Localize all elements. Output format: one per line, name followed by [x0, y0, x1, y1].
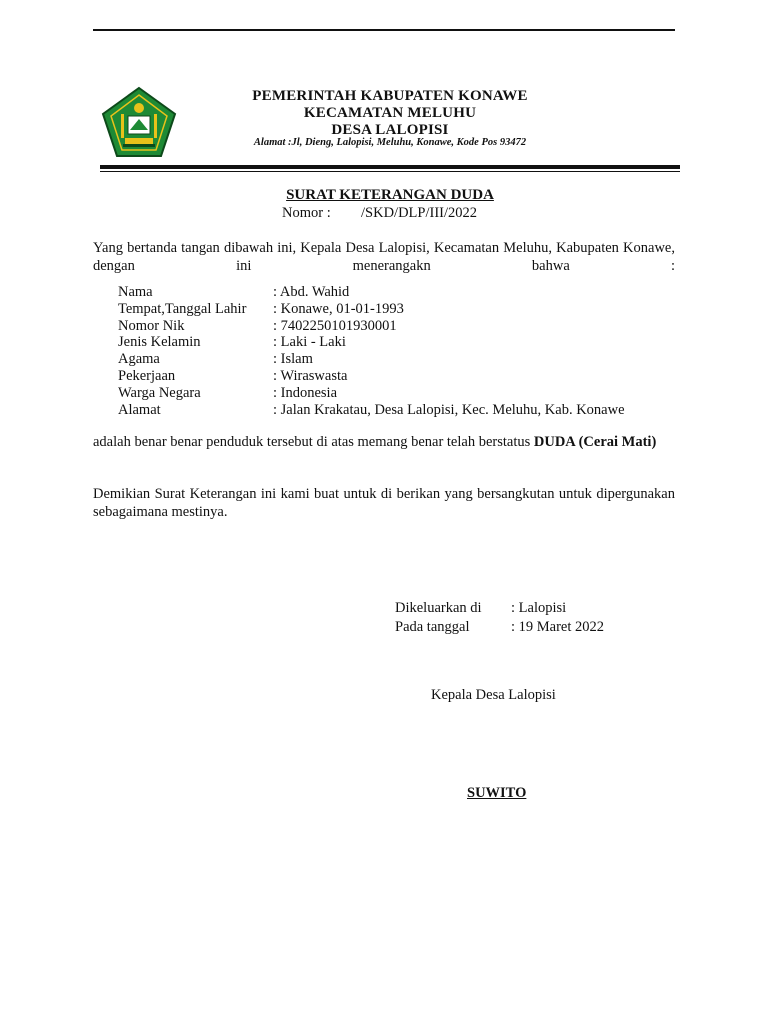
- issue-value: : Lalopisi: [511, 600, 567, 616]
- detail-label: Jenis Kelamin: [118, 334, 201, 351]
- detail-row-nationality: [118, 385, 625, 402]
- detail-label: Nama: [118, 284, 153, 300]
- detail-label: Agama: [118, 351, 160, 368]
- detail-row-gender: [118, 334, 625, 351]
- issue-label: Dikeluarkan di: [395, 600, 482, 616]
- detail-label: Pekerjaan: [118, 367, 176, 384]
- signatory-name: SUWITO: [467, 785, 527, 801]
- detail-row-address: [118, 402, 625, 419]
- detail-value: : Laki - Laki: [273, 334, 346, 351]
- detail-value: : Indonesia: [273, 384, 338, 401]
- detail-label: Alamat: [118, 401, 161, 418]
- status-value: DUDA (Cerai Mati): [533, 434, 657, 450]
- letter-number-label: Nomor :: [282, 205, 331, 221]
- top-rule: [93, 29, 675, 31]
- status-text: adalah benar benar penduduk tersebut di atas memang benar telah berstatus: [93, 434, 534, 450]
- detail-row-nama: [118, 284, 625, 301]
- detail-value: : Abd. Wahid: [273, 284, 350, 300]
- detail-row-nik: [118, 318, 625, 335]
- konawe-regency-emblem-icon: [101, 86, 177, 158]
- signatory-title: Kepala Desa Lalopisi: [431, 687, 556, 703]
- header-divider-thin: [100, 171, 680, 172]
- detail-label: Tempat,Tanggal Lahir: [118, 300, 247, 317]
- intro-paragraph: [93, 239, 675, 275]
- letter-number-value: /SKD/DLP/III/2022: [361, 205, 477, 221]
- issue-value: : 19 Maret 2022: [511, 619, 605, 635]
- letter-title: SURAT KETERANGAN DUDA: [286, 187, 494, 203]
- detail-value: : Wiraswasta: [273, 367, 348, 384]
- header-address: Alamat :Jl, Dieng, Lalopisi, Meluhu, Konawe, Kode Pos 93472: [253, 137, 527, 148]
- issue-label: Pada tanggal: [395, 619, 470, 635]
- detail-row-occupation: [118, 368, 625, 385]
- person-details: [118, 284, 625, 418]
- issue-place-row: [395, 599, 604, 618]
- detail-label: Warga Negara: [118, 384, 201, 401]
- issue-date-row: [395, 618, 604, 637]
- header-village: DESA LALOPISI: [331, 122, 449, 138]
- detail-label: Nomor Nik: [118, 317, 185, 334]
- detail-value: : Jalan Krakatau, Desa Lalopisi, Kec. Meluhu, Kab. Konawe: [273, 401, 625, 418]
- letter-number: [282, 205, 477, 222]
- detail-value: : 7402250101930001: [273, 317, 397, 334]
- header-government: PEMERINTAH KABUPATEN KONAWE: [252, 88, 528, 104]
- closing-paragraph: [93, 485, 675, 521]
- intro-text: Yang bertanda tangan dibawah ini, Kepala Desa Lalopisi, Kecamatan Meluhu, Kabupaten Konawe, dengan ini menerangakn bahwa :: [93, 240, 675, 274]
- issue-info: [395, 599, 604, 637]
- detail-row-religion: [118, 351, 625, 368]
- status-paragraph: [93, 433, 675, 451]
- detail-value: : Islam: [273, 351, 313, 368]
- header-district: KECAMATAN MELUHU: [303, 105, 477, 121]
- detail-value: : Konawe, 01-01-1993: [273, 300, 404, 317]
- header-divider-thick: [100, 165, 680, 169]
- closing-text: Demikian Surat Keterangan ini kami buat untuk di berikan yang bersangkutan untuk dipergunakan sebagaimana mestinya.: [93, 486, 675, 520]
- detail-row-ttl: [118, 301, 625, 318]
